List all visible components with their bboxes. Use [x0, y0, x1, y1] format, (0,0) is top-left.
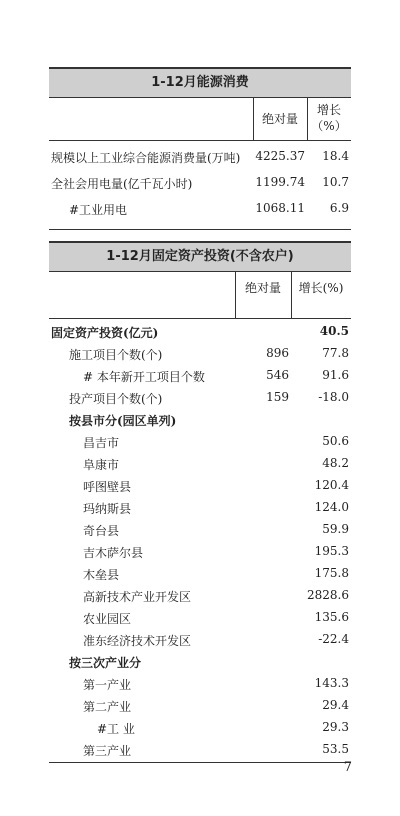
row-growth-value: 29.3 — [322, 720, 349, 734]
page-number: 7 — [343, 760, 352, 775]
section-heading: 按县市分(园区单列) — [69, 414, 177, 428]
table-row — [49, 584, 351, 606]
row-growth-value: 143.3 — [314, 676, 349, 690]
table-row — [49, 145, 351, 171]
row-label: 第一产业 — [83, 678, 132, 692]
energy-table-title: 1-12月能源消费 — [49, 67, 351, 98]
row-label: 第二产业 — [83, 700, 132, 714]
table-row — [49, 171, 351, 197]
row-label: 施工项目个数(个) — [69, 348, 163, 362]
table-row — [49, 496, 351, 518]
row-abs-value: 1199.74 — [255, 175, 305, 189]
row-growth-value: 6.9 — [329, 201, 349, 215]
table-row — [49, 628, 351, 650]
section-heading: 按三次产业分 — [69, 656, 142, 670]
row-growth-value: 18.4 — [322, 149, 349, 163]
row-label: # 本年新开工项目个数 — [83, 370, 205, 384]
table-row — [49, 694, 351, 716]
row-growth-value: 10.7 — [322, 175, 349, 189]
row-growth-value: 40.5 — [319, 324, 349, 338]
table-row — [49, 606, 351, 628]
row-growth-value: 124.0 — [314, 500, 349, 514]
investment-table-header — [49, 272, 351, 319]
row-abs-value: 546 — [266, 368, 289, 382]
row-label: 玛纳斯县 — [83, 502, 132, 516]
row-label: 全社会用电量(亿千瓦小时) — [51, 177, 193, 191]
col-growth-header: 增长(%) — [298, 281, 344, 295]
energy-table — [49, 67, 351, 230]
col-growth-header: 增长 — [316, 103, 341, 117]
table-row — [49, 672, 351, 694]
row-growth-value: 48.2 — [322, 456, 349, 470]
col-growth-unit: （%） — [311, 119, 347, 133]
row-abs-value: 1068.11 — [255, 201, 305, 215]
table-row — [49, 320, 351, 342]
row-growth-value: 135.6 — [314, 610, 349, 624]
row-growth-value: 29.4 — [322, 698, 349, 712]
row-growth-value: -18.0 — [318, 390, 349, 404]
investment-table-title: 1-12月固定资产投资(不含农户) — [49, 241, 351, 272]
row-abs-value: 159 — [266, 390, 289, 404]
row-label: 农业园区 — [83, 612, 132, 626]
row-label: 第三产业 — [83, 744, 132, 758]
row-label: 投产项目个数(个) — [69, 392, 163, 406]
row-label: 木垒县 — [83, 568, 120, 582]
row-growth-value: 53.5 — [322, 742, 349, 756]
row-growth-value: -22.4 — [318, 632, 349, 646]
row-growth-value: 175.8 — [314, 566, 349, 580]
investment-table-body — [49, 319, 351, 763]
energy-table-header — [49, 98, 351, 141]
table-row — [49, 364, 351, 386]
investment-table — [49, 241, 351, 763]
row-growth-value: 50.6 — [322, 434, 349, 448]
row-label: 阜康市 — [83, 458, 120, 472]
row-growth-value: 59.9 — [322, 522, 349, 536]
table-row — [49, 540, 351, 562]
row-label: 昌吉市 — [83, 436, 120, 450]
col-abs-header: 绝对量 — [261, 112, 298, 126]
row-label: 高新技术产业开发区 — [83, 590, 192, 604]
table-row — [49, 386, 351, 408]
table-row — [49, 716, 351, 738]
row-label: 奇台县 — [83, 524, 120, 538]
table-row — [49, 562, 351, 584]
row-label: 呼图壁县 — [83, 480, 132, 494]
table-row — [49, 452, 351, 474]
table-row — [49, 342, 351, 364]
row-label: 吉木萨尔县 — [83, 546, 144, 560]
col-abs-header: 绝对量 — [244, 281, 281, 295]
table-row — [49, 408, 351, 430]
table-row — [49, 650, 351, 672]
table-row — [49, 474, 351, 496]
table-row — [49, 430, 351, 452]
row-label: 规模以上工业综合能源消费量(万吨) — [51, 151, 241, 165]
energy-table-body — [49, 141, 351, 230]
row-growth-value: 2828.6 — [307, 588, 349, 602]
row-label: 固定资产投资(亿元) — [51, 326, 159, 340]
row-growth-value: 120.4 — [314, 478, 349, 492]
row-label: #工 业 — [97, 722, 135, 736]
table-row — [49, 738, 351, 760]
table-row — [49, 197, 351, 223]
row-label: #工业用电 — [69, 203, 128, 217]
row-label: 准东经济技术开发区 — [83, 634, 192, 648]
row-growth-value: 91.6 — [322, 368, 349, 382]
table-row — [49, 518, 351, 540]
row-growth-value: 195.3 — [314, 544, 349, 558]
row-abs-value: 4225.37 — [255, 149, 305, 163]
row-growth-value: 77.8 — [322, 346, 349, 360]
row-abs-value: 896 — [266, 346, 289, 360]
